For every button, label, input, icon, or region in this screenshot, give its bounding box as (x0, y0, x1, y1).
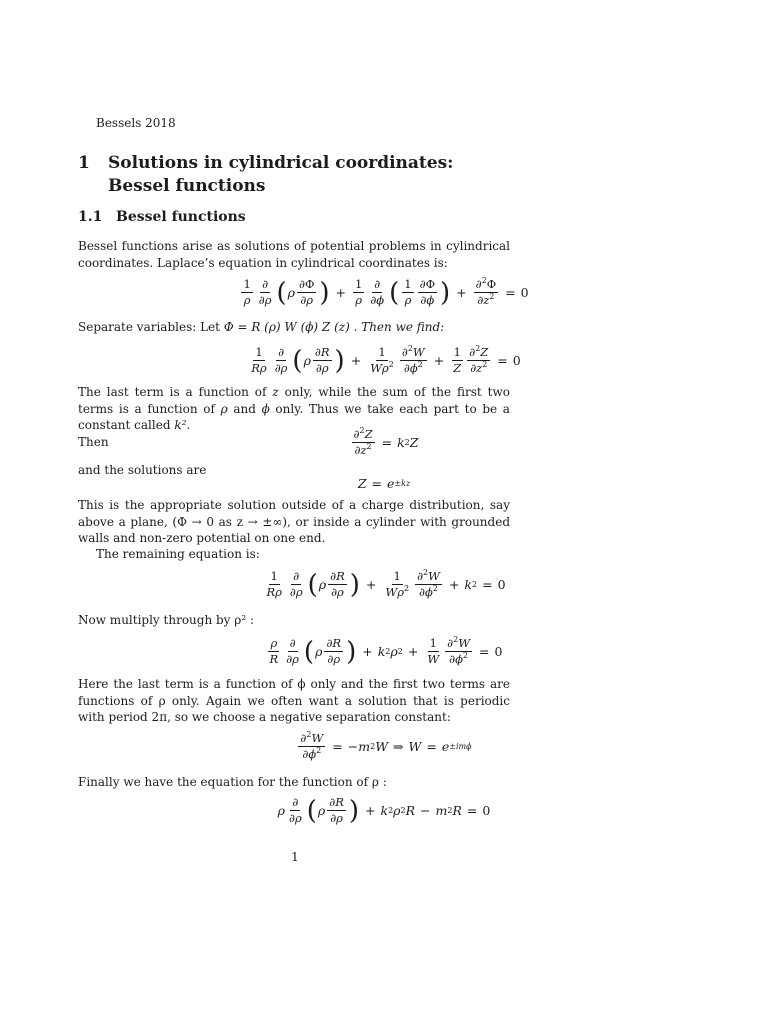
section-number: 1 (78, 153, 90, 173)
paragraph-multiply: Now multiply through by ρ² : (78, 613, 254, 627)
last-term-text-c: and (233, 401, 256, 416)
subsection-title: Bessel functions (116, 209, 246, 225)
last-term-text-a: The last term is a function of (78, 385, 267, 399)
paragraph-intro: Bessel functions arise as solutions of potential problems in cylindrical coordinates. Laplace’s equation in cylindrical coordinates is: (78, 239, 510, 270)
equation-w: $\frac{\partial^2W}{\partial\phi^2}$ = − m 2 W ⇒ W = e ±imϕ (300, 730, 472, 761)
page-number: 1 (291, 850, 299, 864)
equation-z: $\frac{\partial^2Z}{\partial z^2}$ = k 2 Z (353, 426, 419, 457)
section-title: Solutions in cylindrical coordinates: Bessel functions (108, 153, 454, 196)
equation-multiplied: $\frac{\rho}{R}$ $\frac{\partial}{\partial\rho}$ ( ρ $\frac{\partial R}{\partial\rho}$ ) + k 2 ρ 2 + $\frac{1}{W}$ $\frac{\partial^2W}{\partial\phi^2}$ = 0 (269, 635, 503, 667)
last-term-phi: ϕ (261, 401, 270, 416)
section-heading (78, 152, 518, 198)
equation-separated: $\frac{1}{R\rho}$ $\frac{\partial}{\partial\rho}$ ( ρ $\frac{\partial R}{\partial\rho}$ ) + $\frac{1}{W\rho^2}$ $\frac{\partial^2W}{\partial\phi^2}$ + $\frac{1}{Z}$ $\frac{\partial^2Z}{\partial z^2}$ = 0 (251, 344, 521, 376)
paragraph-appropriate: This is the appropriate solution outside of a charge distribution, say above a plane, (Φ → 0 as z → ±∞), or inside a cylinder with grounded walls and non-zero potential on one end. (78, 498, 510, 545)
last-term-k: k². (174, 418, 191, 432)
last-term-then: Then (78, 434, 109, 449)
equation-z-solution: Z = e ±kz (357, 476, 411, 491)
separate-text: Separate variables: Let (78, 320, 220, 334)
equation-remaining: $\frac{1}{R\rho}$ $\frac{\partial}{\partial\rho}$ ( ρ $\frac{\partial R}{\partial\rho}$ ) + $\frac{1}{W\rho^2}$ $\frac{\partial^2W}{\partial\phi^2}$ + k 2 = 0 (266, 568, 506, 600)
subsection-number: 1.1 (78, 209, 103, 225)
last-term-rho: ρ (220, 401, 228, 416)
paragraph-finally: Finally we have the equation for the function of ρ : (78, 775, 387, 789)
last-term-z: z (272, 385, 279, 399)
last-term-text-d: only. Thus we take each part to be a constant called (78, 401, 510, 432)
subsection-heading (78, 209, 246, 225)
separate-expression: Φ = R (ρ) W (ϕ) Z (z) . Then we find: (223, 320, 445, 334)
paragraph-periodic: Here the last term is a function of ϕ only and the first two terms are functions of ρ only. Again we often want a solution that is periodic with period 2π, so we choose a negative separation constant: (78, 677, 510, 724)
paragraph-separate (78, 319, 510, 336)
remaining-text: The remaining equation is: (96, 547, 260, 561)
last-term-text-b: only, while the sum of the first two terms is a function of (78, 385, 511, 416)
equation-laplace: $\frac{1}{\rho}$ $\frac{\partial}{\partial\rho}$ ( ρ $\frac{\partial\Phi}{\partial\rho}$ ) + $\frac{1}{\rho}$ $\frac{\partial}{\partial\phi}$ ( $\frac{1}{\rho}$ $\frac{\partial\Phi}{\partial\phi}$ ) + $\frac{\partial^2\Phi}{\partial z^2}$ = 0 (243, 276, 529, 308)
paragraph-remaining (78, 546, 510, 563)
equation-radial: ρ $\frac{\partial}{\partial\rho}$ ( ρ $\frac{\partial R}{\partial\rho}$ ) + k 2 ρ 2 R − m 2 R = 0 (277, 795, 491, 826)
header-note: Bessels 2018 (96, 116, 176, 130)
paragraph-solutions: and the solutions are (78, 463, 207, 477)
